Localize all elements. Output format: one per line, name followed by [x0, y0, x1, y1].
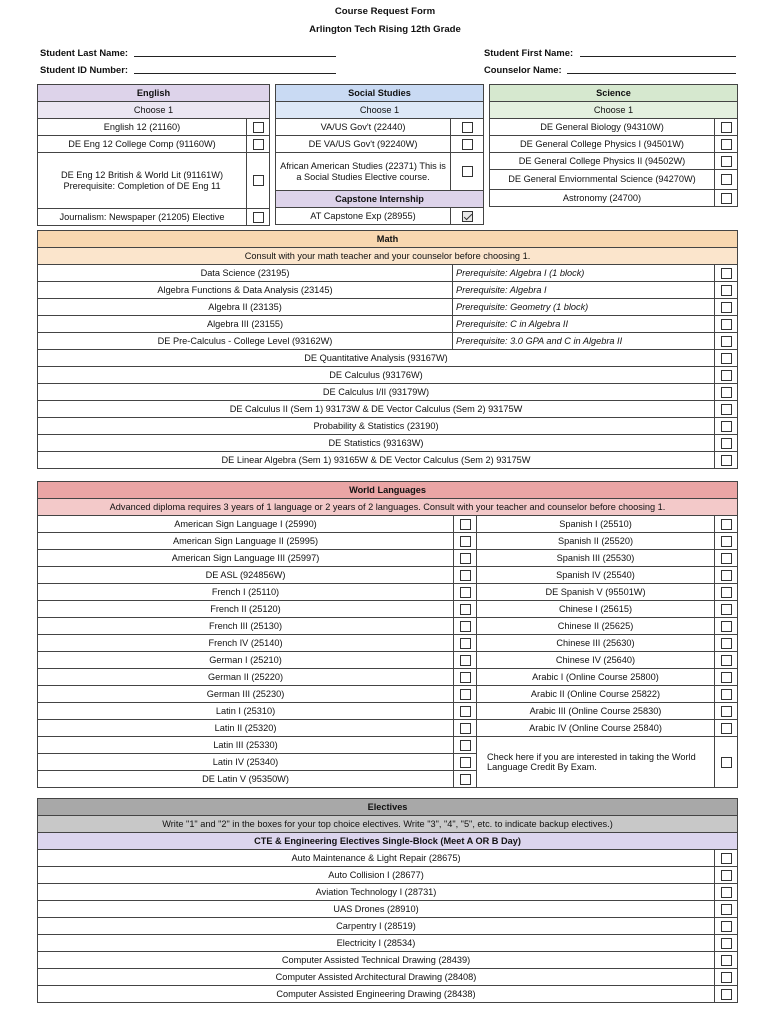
- world-languages-header: World Languages: [38, 482, 738, 499]
- math-section: [37, 230, 738, 469]
- course-checkbox[interactable]: [721, 438, 732, 449]
- course-checkbox[interactable]: [460, 757, 471, 768]
- cte-header: CTE & Engineering Electives Single-Block (Meet A OR B Day): [38, 833, 738, 850]
- elective-label: Computer Assisted Engineering Drawing (28438): [38, 986, 715, 1003]
- course-label: Latin IV (25340): [38, 754, 454, 771]
- course-checkbox[interactable]: [721, 655, 732, 666]
- course-label: Latin II (25320): [38, 720, 454, 737]
- course-label: DE General College Physics II (94502W): [490, 153, 715, 170]
- elective-label: Carpentry I (28519): [38, 918, 715, 935]
- course-checkbox[interactable]: [253, 175, 264, 186]
- course-checkbox[interactable]: [460, 723, 471, 734]
- course-label: Chinese IV (25640): [477, 652, 715, 669]
- course-label: Latin III (25330): [38, 737, 454, 754]
- first-name-field[interactable]: [580, 47, 736, 57]
- course-label: DE Spanish V (95501W): [477, 584, 715, 601]
- course-label: Algebra II (23135): [38, 299, 453, 316]
- course-checkbox[interactable]: [721, 370, 732, 381]
- course-label: DE Eng 12 College Comp (91160W): [38, 136, 247, 153]
- course-label: American Sign Language II (25995): [38, 533, 454, 550]
- course-label: DE Latin V (95350W): [38, 771, 454, 788]
- form-title: Course Request Form: [334, 6, 436, 17]
- course-label: DE General College Physics I (94501W): [490, 136, 715, 153]
- elective-rank-box[interactable]: [721, 955, 732, 966]
- science-choose: Choose 1: [490, 102, 738, 119]
- course-checkbox[interactable]: [460, 570, 471, 581]
- elective-label: Computer Assisted Technical Drawing (28439): [38, 952, 715, 969]
- elective-rank-box[interactable]: [721, 938, 732, 949]
- capstone-checkbox[interactable]: [462, 211, 473, 222]
- capstone-header: Capstone Internship: [276, 191, 484, 208]
- course-label: Data Science (23195): [38, 265, 453, 282]
- course-checkbox[interactable]: [721, 570, 732, 581]
- electives-subtitle: Write "1" and "2" in the boxes for your top choice electives. Write "3", "4", "5", etc. to indicate backup electives.): [38, 816, 738, 833]
- credit-by-exam-checkbox[interactable]: [721, 757, 732, 768]
- elective-rank-box[interactable]: [721, 972, 732, 983]
- course-checkbox[interactable]: [462, 122, 473, 133]
- elective-rank-box[interactable]: [721, 887, 732, 898]
- course-checkbox[interactable]: [721, 587, 732, 598]
- course-label: Spanish III (25530): [477, 550, 715, 567]
- course-checkbox[interactable]: [721, 319, 732, 330]
- course-checkbox[interactable]: [462, 166, 473, 177]
- science-section: [489, 84, 738, 207]
- course-checkbox[interactable]: [253, 139, 264, 150]
- prerequisite: Prerequisite: Algebra I (1 block): [453, 265, 715, 282]
- course-label: VA/US Gov't (22440): [276, 119, 451, 136]
- course-checkbox[interactable]: [721, 268, 732, 279]
- social-studies-choose: Choose 1: [276, 102, 484, 119]
- course-checkbox[interactable]: [721, 156, 732, 167]
- course-checkbox[interactable]: [721, 336, 732, 347]
- course-checkbox[interactable]: [721, 723, 732, 734]
- course-checkbox[interactable]: [460, 689, 471, 700]
- elective-rank-box[interactable]: [721, 989, 732, 1000]
- elective-label: Auto Collision I (28677): [38, 867, 715, 884]
- course-label: African American Studies (22371) This is a Social Studies Elective course.: [276, 153, 451, 191]
- course-label: French I (25110): [38, 584, 454, 601]
- elective-label: Electricity I (28534): [38, 935, 715, 952]
- last-name-label: Student Last Name:: [40, 47, 129, 58]
- course-label: DE Calculus I/II (93179W): [38, 384, 715, 401]
- elective-rank-box[interactable]: [721, 904, 732, 915]
- course-checkbox[interactable]: [721, 122, 732, 133]
- elective-rank-box[interactable]: [721, 921, 732, 932]
- course-checkbox[interactable]: [253, 122, 264, 133]
- course-label: AT Capstone Exp (28955): [276, 208, 451, 225]
- counselor-field[interactable]: [567, 64, 736, 74]
- course-label: DE General Biology (94310W): [490, 119, 715, 136]
- course-checkbox[interactable]: [721, 638, 732, 649]
- course-label: Spanish IV (25540): [477, 567, 715, 584]
- course-checkbox[interactable]: [460, 604, 471, 615]
- course-label: American Sign Language III (25997): [38, 550, 454, 567]
- course-checkbox[interactable]: [721, 672, 732, 683]
- course-checkbox[interactable]: [721, 193, 732, 204]
- math-header: Math: [38, 231, 738, 248]
- course-label: Chinese III (25630): [477, 635, 715, 652]
- course-checkbox[interactable]: [460, 655, 471, 666]
- course-checkbox[interactable]: [460, 587, 471, 598]
- last-name-field[interactable]: [134, 47, 336, 57]
- elective-label: UAS Drones (28910): [38, 901, 715, 918]
- course-checkbox[interactable]: [721, 689, 732, 700]
- course-checkbox[interactable]: [460, 740, 471, 751]
- course-checkbox[interactable]: [721, 302, 732, 313]
- credit-by-exam-note: Check here if you are interested in taking the World Language Credit By Exam.: [477, 737, 715, 788]
- elective-label: Auto Maintenance & Light Repair (28675): [38, 850, 715, 867]
- course-label: DE VA/US Gov't (92240W): [276, 136, 451, 153]
- course-checkbox[interactable]: [460, 536, 471, 547]
- course-label: American Sign Language I (25990): [38, 516, 454, 533]
- course-label: Chinese II (25625): [477, 618, 715, 635]
- course-checkbox[interactable]: [721, 353, 732, 364]
- course-checkbox[interactable]: [253, 212, 264, 223]
- course-checkbox[interactable]: [460, 706, 471, 717]
- course-checkbox[interactable]: [721, 519, 732, 530]
- course-label: DE General Enviornmental Science (94270W): [490, 170, 715, 190]
- course-label: DE Statistics (93163W): [38, 435, 715, 452]
- course-label: Astronomy (24700): [490, 190, 715, 207]
- course-label: English 12 (21160): [38, 119, 247, 136]
- course-checkbox[interactable]: [721, 285, 732, 296]
- course-label: German I (25210): [38, 652, 454, 669]
- course-label: DE Pre-Calculus - College Level (93162W): [38, 333, 453, 350]
- social-studies-section: [275, 84, 484, 225]
- course-checkbox[interactable]: [721, 404, 732, 415]
- course-checkbox[interactable]: [721, 706, 732, 717]
- prerequisite: Prerequisite: Geometry (1 block): [453, 299, 715, 316]
- course-label: Latin I (25310): [38, 703, 454, 720]
- course-checkbox[interactable]: [460, 519, 471, 530]
- science-header: Science: [490, 85, 738, 102]
- world-languages-section: [37, 481, 738, 788]
- student-id-label: Student ID Number:: [40, 64, 129, 75]
- course-checkbox[interactable]: [721, 536, 732, 547]
- course-label: German II (25220): [38, 669, 454, 686]
- course-checkbox[interactable]: [721, 421, 732, 432]
- course-label: Chinese I (25615): [477, 601, 715, 618]
- course-label: French II (25120): [38, 601, 454, 618]
- counselor-label: Counselor Name:: [484, 64, 562, 75]
- world-languages-subtitle: Advanced diploma requires 3 years of 1 language or 2 years of 2 languages. Consult with your teacher and counselor before choosing 1.: [38, 499, 738, 516]
- elective-rank-box[interactable]: [721, 870, 732, 881]
- social-studies-header: Social Studies: [276, 85, 484, 102]
- course-checkbox[interactable]: [460, 553, 471, 564]
- course-checkbox[interactable]: [460, 774, 471, 785]
- course-label: Arabic I (Online Course 25800): [477, 669, 715, 686]
- first-name-label: Student First Name:: [484, 47, 574, 58]
- elective-rank-box[interactable]: [721, 853, 732, 864]
- course-checkbox[interactable]: [721, 455, 732, 466]
- course-label: Arabic IV (Online Course 25840): [477, 720, 715, 737]
- elective-label: Aviation Technology I (28731): [38, 884, 715, 901]
- course-label: Spanish II (25520): [477, 533, 715, 550]
- prerequisite: Prerequisite: 3.0 GPA and C in Algebra II: [453, 333, 715, 350]
- course-checkbox[interactable]: [721, 621, 732, 632]
- course-checkbox[interactable]: [460, 672, 471, 683]
- electives-header: Electives: [38, 799, 738, 816]
- english-header: English: [38, 85, 270, 102]
- course-label: Arabic II (Online Course 25822): [477, 686, 715, 703]
- course-label: DE Calculus II (Sem 1) 93173W & DE Vector Calculus (Sem 2) 93175W: [38, 401, 715, 418]
- electives-section: [37, 798, 738, 1003]
- course-checkbox[interactable]: [721, 139, 732, 150]
- course-checkbox[interactable]: [460, 638, 471, 649]
- english-section: [37, 84, 270, 226]
- course-checkbox[interactable]: [721, 387, 732, 398]
- course-label: French IV (25140): [38, 635, 454, 652]
- math-subtitle: Consult with your math teacher and your counselor before choosing 1.: [38, 248, 738, 265]
- course-label: DE ASL (924856W): [38, 567, 454, 584]
- form-subtitle: Arlington Tech Rising 12th Grade: [309, 24, 461, 35]
- course-checkbox[interactable]: [462, 139, 473, 150]
- course-checkbox[interactable]: [721, 553, 732, 564]
- prerequisite: Prerequisite: Algebra I: [453, 282, 715, 299]
- english-choose: Choose 1: [38, 102, 270, 119]
- elective-label: Computer Assisted Architectural Drawing (28408): [38, 969, 715, 986]
- course-checkbox[interactable]: [721, 604, 732, 615]
- course-label: Probability & Statistics (23190): [38, 418, 715, 435]
- course-label: Arabic III (Online Course 25830): [477, 703, 715, 720]
- course-label: Algebra III (23155): [38, 316, 453, 333]
- course-label: French III (25130): [38, 618, 454, 635]
- course-label: Spanish I (25510): [477, 516, 715, 533]
- course-label: DE Calculus (93176W): [38, 367, 715, 384]
- course-label: DE Linear Algebra (Sem 1) 93165W & DE Vector Calculus (Sem 2) 93175W: [38, 452, 715, 469]
- course-checkbox[interactable]: [460, 621, 471, 632]
- course-label: German III (25230): [38, 686, 454, 703]
- course-label: DE Quantitative Analysis (93167W): [38, 350, 715, 367]
- course-checkbox[interactable]: [721, 174, 732, 185]
- course-label: Journalism: Newspaper (21205) Elective: [38, 209, 247, 226]
- course-label: Algebra Functions & Data Analysis (23145): [38, 282, 453, 299]
- prerequisite: Prerequisite: C in Algebra II: [453, 316, 715, 333]
- course-label: DE Eng 12 British & World Lit (91161W) Prerequisite: Completion of DE Eng 11: [38, 153, 247, 209]
- student-id-field[interactable]: [134, 64, 336, 74]
